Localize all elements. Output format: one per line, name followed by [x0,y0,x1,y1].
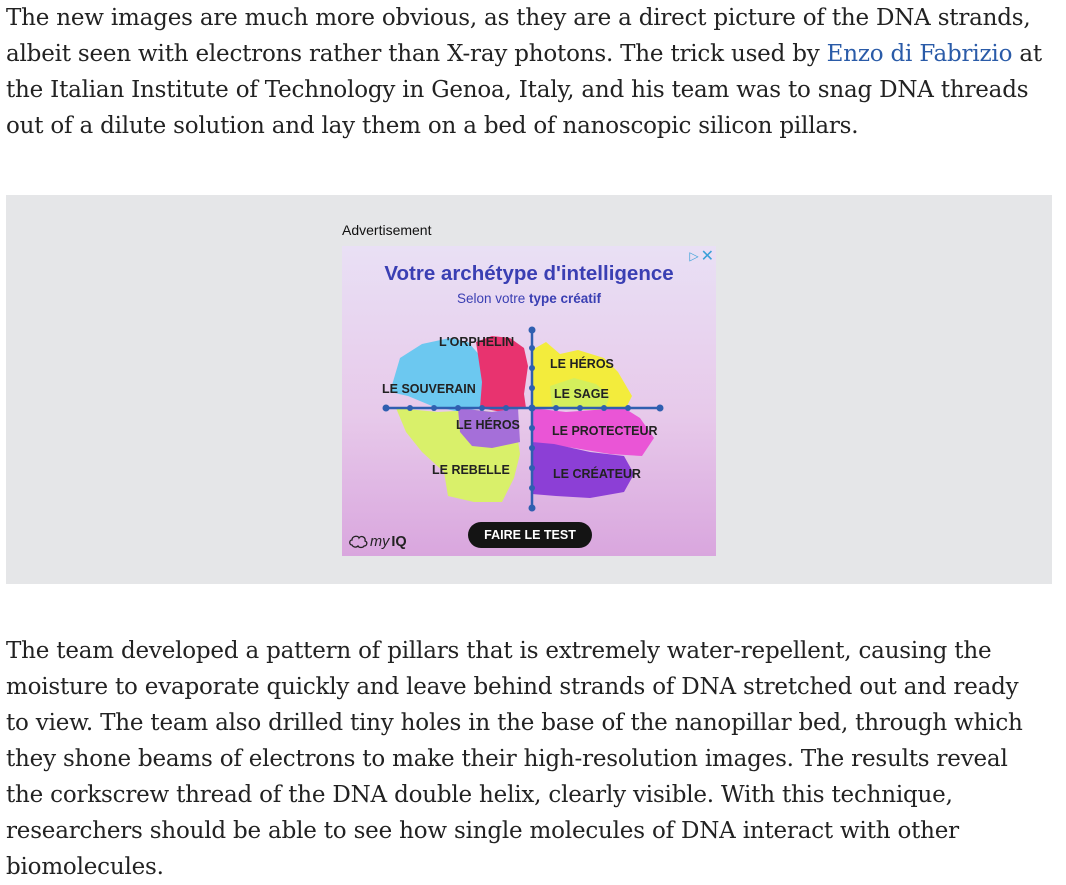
label-createur: LE CRÉATEUR [553,467,641,481]
ad-headline: Votre archétype d'intelligence [384,262,674,285]
ad-choices-icon[interactable]: ▷ [689,249,699,263]
take-test-button[interactable]: FAIRE LE TEST [468,522,592,548]
label-heros-top: LE HÉROS [550,357,614,371]
souverain-blob [390,338,482,412]
ad-brand-logo[interactable] [348,534,407,550]
label-orphelin: L'ORPHELIN [439,335,515,349]
advertisement-container [6,195,1052,584]
ad-subline-bold: type créatif [529,291,602,306]
close-icon[interactable]: ✕ [700,246,714,265]
advertisement-label: Advertisement [342,222,432,238]
label-sage: LE SAGE [554,387,609,401]
ad-banner[interactable] [342,246,716,556]
brain-outline-icon [348,534,368,550]
label-rebelle: LE REBELLE [432,463,510,477]
author-link[interactable]: Enzo di Fabrizio [826,41,1013,67]
brand-name-prefix: my [370,534,390,550]
paragraph-text: The new images are much more obvious, as they are a direct picture of the DNA strands, albeit seen with electrons rather than X-ray photons. The trick used by [6,5,1031,67]
paragraph-text: at the Italian Institute of Technology in Genoa, Italy, and his team was to snag DNA threads out of a dilute solution and lay them on a bed of nanoscopic silicon pillars. [6,41,1042,139]
ad-subline-prefix: Selon votre [456,291,529,306]
label-heros-mid: LE HÉROS [456,418,520,432]
article-paragraph-1 [6,0,1046,144]
article-paragraph-2: The team developed a pattern of pillars that is extremely water-repellent, causing the moisture to evaporate quickly and leave behind strands of DNA stretched out and ready to view. The team also drilled tiny holes in the base of the nanopillar bed, through which they shone beams of electrons to make their high-resolution images. The results reveal the corkscrew thread of the DNA double helix, clearly visible. With this technique, researchers should be able to see how single molecules of DNA interact with other biomolecules. [6,638,1023,880]
brand-name-suffix: IQ [391,534,407,550]
label-protecteur: LE PROTECTEUR [552,424,658,438]
label-souverain: LE SOUVERAIN [382,382,476,396]
archetype-quadrant-diagram [342,246,716,556]
